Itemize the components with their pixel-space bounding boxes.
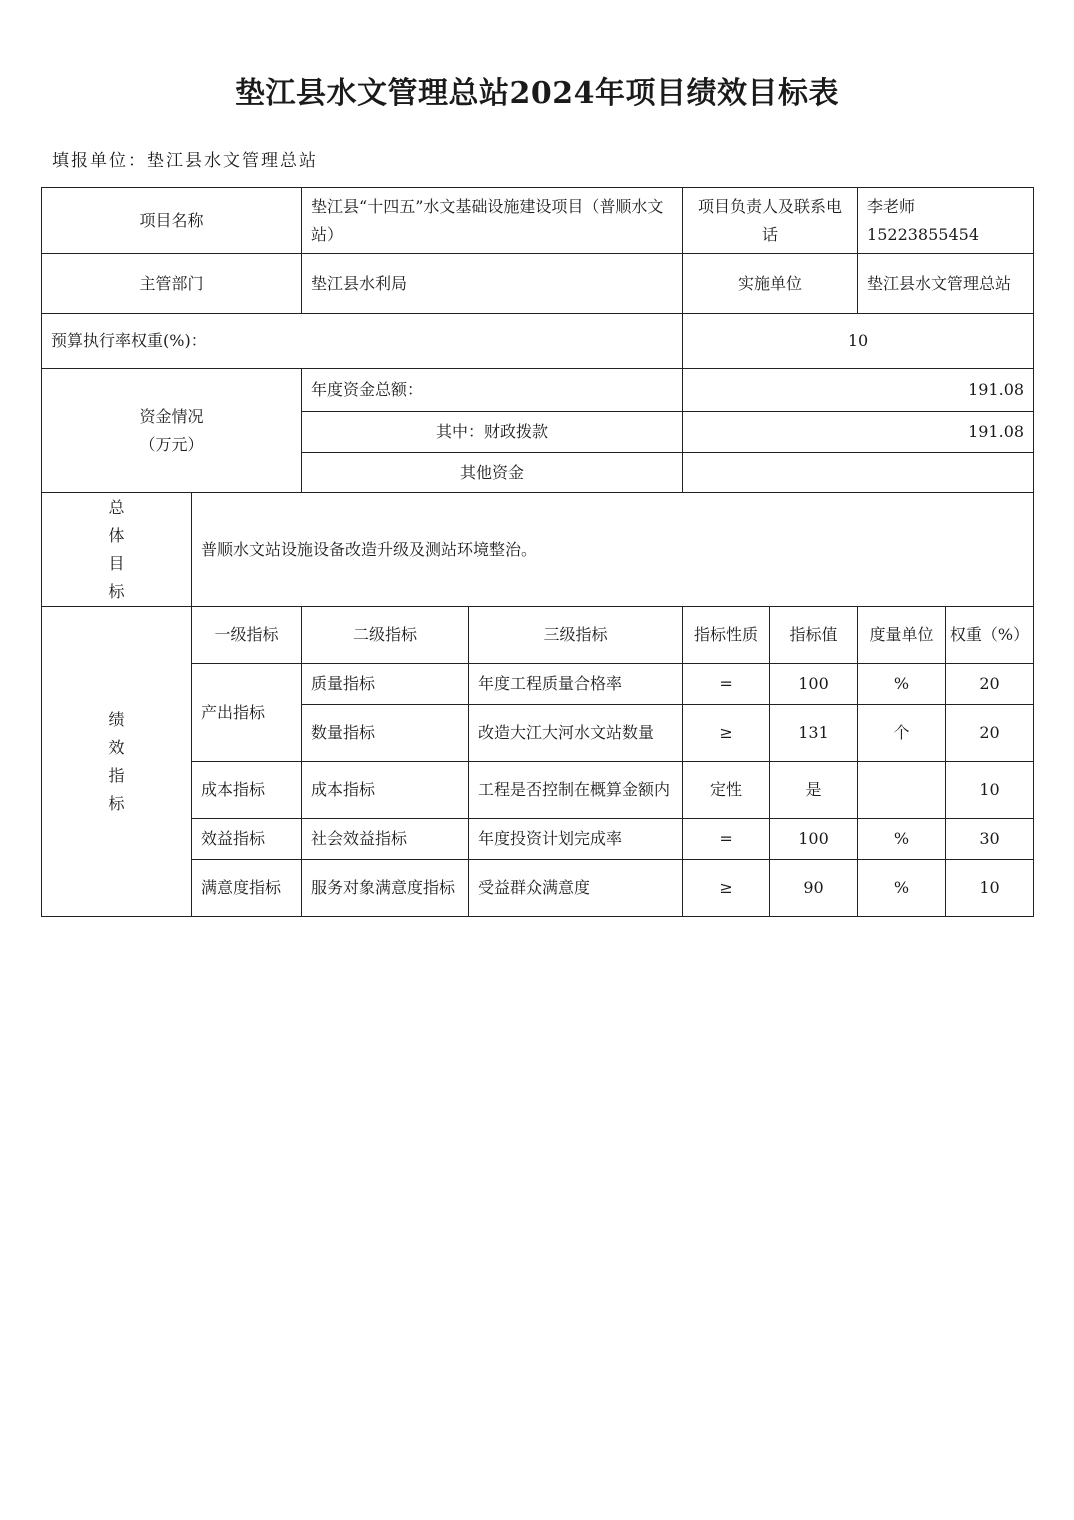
row-level1: 成本指标 (192, 762, 302, 819)
budget-weight-label: 预算执行率权重(%)： (42, 314, 683, 369)
funds-label (42, 369, 302, 493)
row-level3: 工程是否控制在概算金额内 (469, 762, 683, 819)
header-unit: 度量单位 (858, 607, 946, 664)
row-level3: 受益群众满意度 (469, 860, 683, 917)
header-weight: 权重（%） (946, 607, 1034, 664)
project-name-label: 项目名称 (42, 188, 302, 254)
row-weight: 10 (946, 762, 1034, 819)
row-value: 100 (770, 819, 858, 860)
funds-total-label: 年度资金总额： (302, 369, 683, 412)
contact-name: 李老师 (867, 196, 916, 216)
goal-char: 体 (108, 525, 125, 545)
row-weight: 20 (946, 705, 1034, 762)
row-nature: = (683, 664, 770, 705)
reporting-unit-value: 垫江县水文管理总站 (147, 151, 318, 171)
funds-other-value (683, 453, 1034, 493)
row-unit: % (858, 860, 946, 917)
row-nature: 定性 (683, 762, 770, 819)
page-title: 垫江县水文管理总站2024年项目绩效目标表 (235, 76, 839, 111)
funds-unit: （万元） (139, 434, 204, 454)
row-level3: 年度工程质量合格率 (469, 664, 683, 705)
header-level1: 一级指标 (192, 607, 302, 664)
performance-label (42, 607, 192, 917)
row-level2: 成本指标 (302, 762, 469, 819)
contact-label: 项目负责人及联系电话 (683, 188, 858, 254)
row-weight: 20 (946, 664, 1034, 705)
overall-goal-text: 普顺水文站设施设备改造升级及测站环境整治。 (192, 493, 1034, 607)
funds-total-value: 191.08 (683, 369, 1034, 412)
row-level2: 质量指标 (302, 664, 469, 705)
row-weight: 30 (946, 819, 1034, 860)
overall-goal-label (42, 493, 192, 607)
row-value: 是 (770, 762, 858, 819)
row-department (42, 254, 1034, 314)
row-level2: 数量指标 (302, 705, 469, 762)
row-unit: 个 (858, 705, 946, 762)
row-nature: = (683, 819, 770, 860)
row-nature: ≥ (683, 860, 770, 917)
perf-char: 绩 (108, 709, 125, 729)
row-value: 100 (770, 664, 858, 705)
header-level2: 二级指标 (302, 607, 469, 664)
funds-fiscal-value: 191.08 (683, 412, 1034, 453)
row-level1: 满意度指标 (192, 860, 302, 917)
row-funds-total (42, 369, 1034, 412)
row-value: 131 (770, 705, 858, 762)
row-budget (42, 314, 1034, 369)
contact-value (858, 188, 1034, 254)
row-level2: 社会效益指标 (302, 819, 469, 860)
row-level2: 服务对象满意度指标 (302, 860, 469, 917)
impl-label: 实施单位 (683, 254, 858, 314)
row-value: 90 (770, 860, 858, 917)
row-level1: 效益指标 (192, 819, 302, 860)
row-unit (858, 762, 946, 819)
row-level3: 年度投资计划完成率 (469, 819, 683, 860)
performance-target-table (41, 187, 1034, 917)
goal-char: 总 (108, 497, 125, 517)
perf-char: 效 (108, 737, 125, 757)
reporting-unit-label: 填报单位： (52, 151, 147, 171)
funds-label-text: 资金情况 (139, 406, 204, 426)
budget-weight-value: 10 (683, 314, 1034, 369)
row-level1: 产出指标 (192, 664, 302, 762)
header-value: 指标值 (770, 607, 858, 664)
perf-char: 标 (108, 793, 125, 813)
funds-other-label: 其他资金 (302, 453, 683, 493)
dept-value: 垫江县水利局 (302, 254, 683, 314)
row-unit: % (858, 819, 946, 860)
perf-char: 指 (108, 765, 125, 785)
funds-fiscal-label: 其中：财政拨款 (302, 412, 683, 453)
row-level3: 改造大江大河水文站数量 (469, 705, 683, 762)
row-weight: 10 (946, 860, 1034, 917)
row-unit: % (858, 664, 946, 705)
row-overall-goal (42, 493, 1034, 607)
header-nature: 指标性质 (683, 607, 770, 664)
row-project-name (42, 188, 1034, 254)
dept-label: 主管部门 (42, 254, 302, 314)
goal-char: 目 (108, 553, 125, 573)
row-nature: ≥ (683, 705, 770, 762)
row-indicator-headers (42, 607, 1034, 664)
reporting-unit (52, 146, 318, 171)
contact-phone: 15223855454 (867, 224, 980, 244)
impl-value: 垫江县水文管理总站 (858, 254, 1034, 314)
project-name-value: 垫江县“十四五”水文基础设施建设项目（普顺水文站） (302, 188, 683, 254)
header-level3: 三级指标 (469, 607, 683, 664)
goal-char: 标 (108, 581, 125, 601)
